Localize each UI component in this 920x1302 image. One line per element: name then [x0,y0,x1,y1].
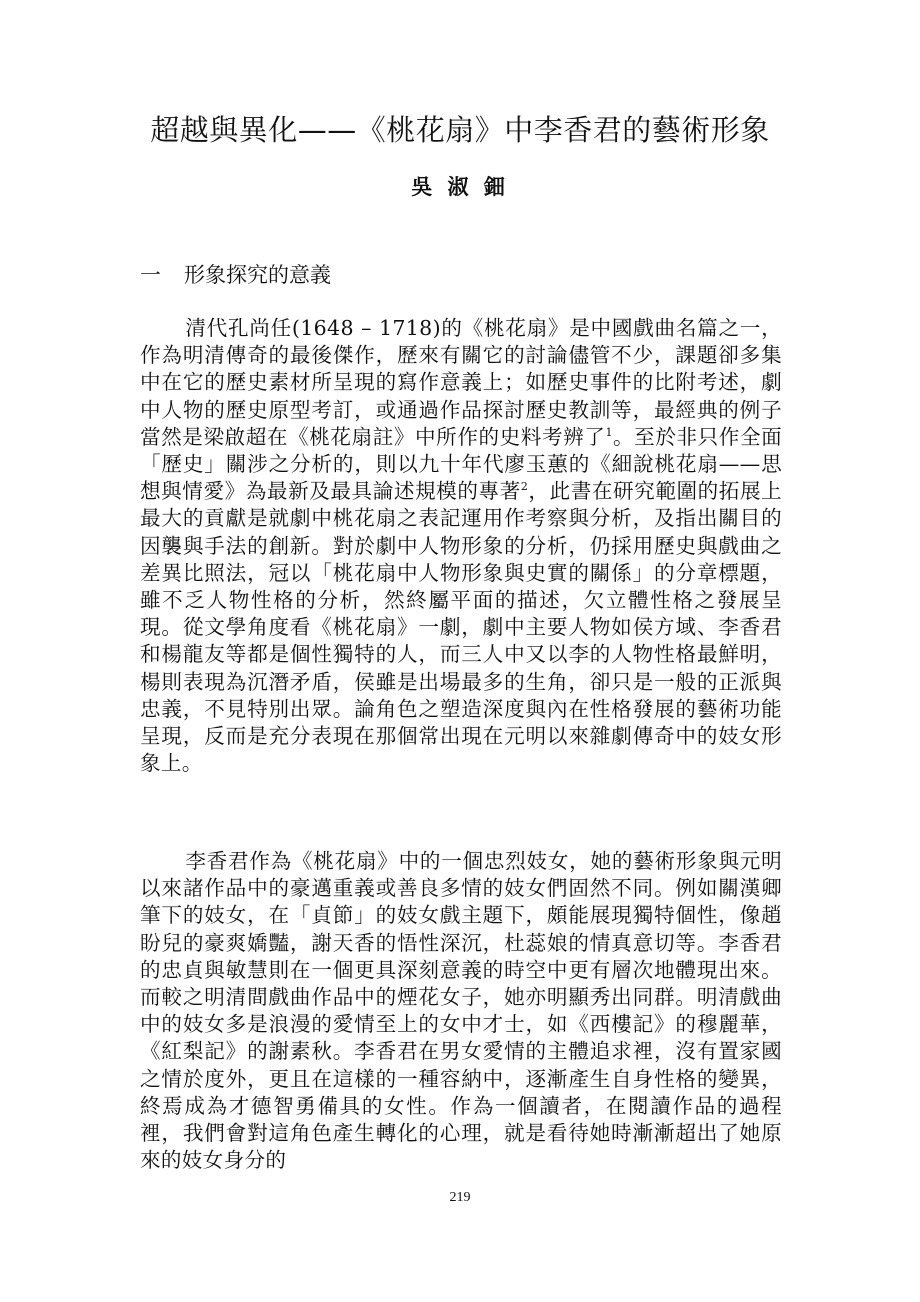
section-title: 形象探究的意義 [184,263,331,287]
section-number: 一 [140,263,161,287]
article-title: 超越與異化——《桃花扇》中李香君的藝術形象 [150,113,770,147]
paragraph-1-text-a: 清代孔尚任(1648 – 1718)的《桃花扇》是中國戲曲名篇之一，作為明清傳奇的最後傑作，歷來有關它的討論儘管不少，課題卻多集中在它的歷史素材所呈現的寫作意義上；如歷史事件的比附考述，劇中人物的歷史原型考訂，或通過作品探討歷史教訓等，最經典的例子當然是梁啟超在《桃花扇註》中所作的史料考辨了 [140,316,782,449]
author-name: 吳 淑 鈿 [411,175,509,199]
body-paragraph-2: 李香君作為《桃花扇》中的一個忠烈妓女，她的藝術形象與元明以來諸作品中的豪邁重義或善良多情的妓女們固然不同。例如關漢卿筆下的妓女，在「貞節」的妓女戲主題下，頗能展現獨特個性，像趙盼兒的豪爽嬌豔，謝天香的悟性深沉，杜蕊娘的情真意切等。李香君的忠貞與敏慧則在一個更具深刻意義的時空中更有層次地體現出來。而較之明清間戲曲作品中的煙花女子，她亦明顯秀出同群。明清戲曲中的妓女多是浪漫的愛情至上的女中才士，如《西樓記》的穆麗華，《紅梨記》的謝素秋。李香君在男女愛情的主體追求裡，沒有置家國之情於度外，更且在這樣的一種容納中，逐漸產生自身性格的變異，終焉成為才德智勇備具的女性。作為一個讀者，在閱讀作品的過程裡，我們會對這角色產生轉化的心理，就是看待她時漸漸超出了她原來的妓女身分的 [140,849,782,1173]
footnote-ref-1[interactable]: 1 [605,425,613,439]
page-number: 219 [449,1190,471,1205]
paragraph-1-text-c: ，此書在研究範圍的拓展上最大的貢獻是就劇中桃花扇之表記運用作考察與分析，及指出關目的因襲與手法的創新。對於劇中人物形象的分析，仍採用歷史與戲曲之差異比照法，冠以「桃花扇中人物形象與史實的關係」的分章標題，雖不乏人物性格的分析，然終屬平面的描述，欠立體性格之發展呈現。從文學角度看《桃花扇》一劇，劇中主要人物如侯方域、李香君和楊龍友等都是個性獨特的人，而三人中又以李的人物性格最鮮明，楊則表現為沉潛矛盾，侯雖是出場最多的生角，卻只是一般的正派與忠義，不見特別出眾。論角色之塑造深度與內在性格發展的藝術功能呈現，反而是充分表現在那個常出現在元明以來雜劇傳奇中的妓女形象上。 [140,479,782,776]
body-paragraph-1 [140,315,782,777]
section-heading [140,260,331,290]
footnote-ref-2[interactable]: 2 [520,480,529,494]
paragraph-1-text-b: 。至於非只作全面「歷史」關涉之分析的，則以九十年代廖玉蕙的《細說桃花扇——思想與情愛》為最新及最具論述規模的專著 [140,424,782,504]
